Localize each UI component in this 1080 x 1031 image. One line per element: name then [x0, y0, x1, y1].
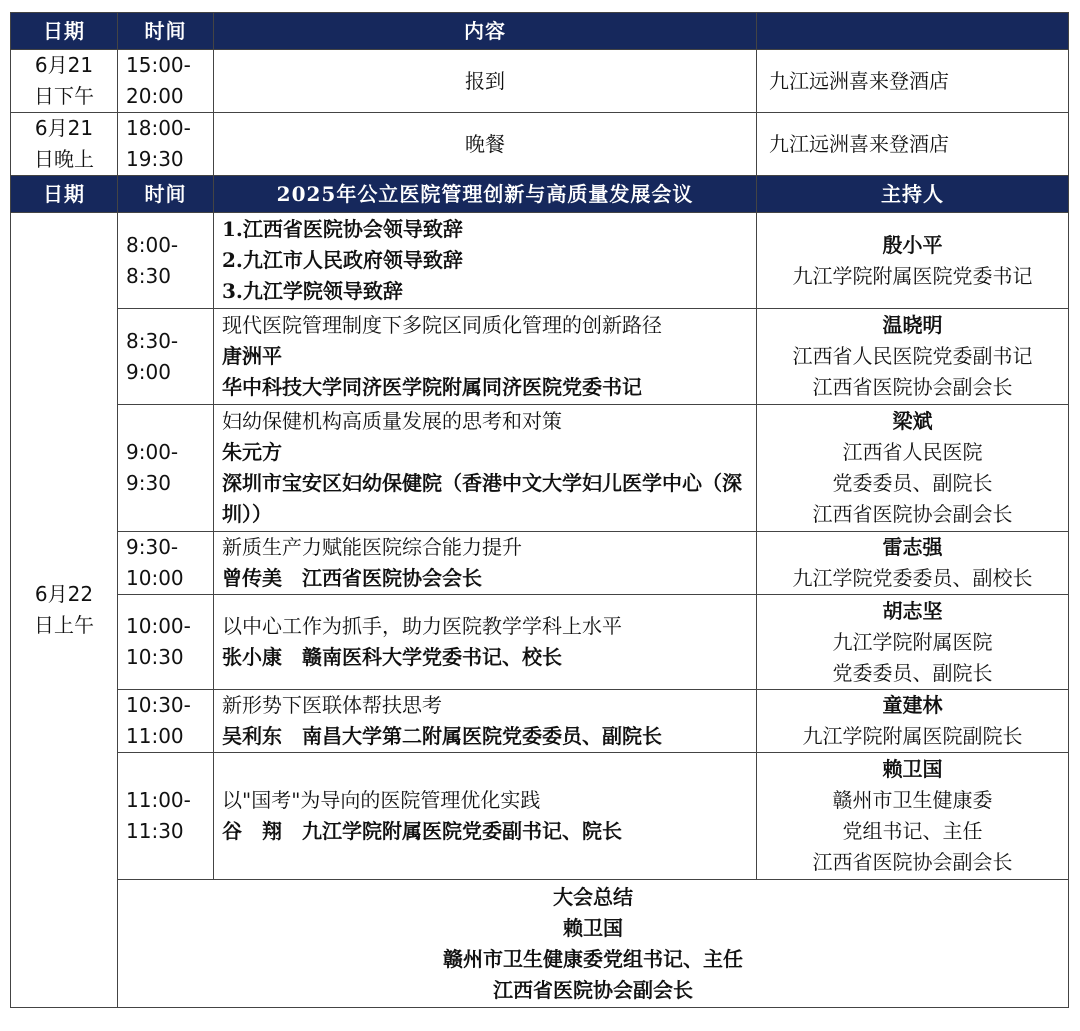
host-cell: [757, 753, 1069, 880]
day-line: 日上午: [34, 613, 94, 637]
time-cell: [118, 690, 214, 753]
summary-title: 大会总结: [553, 884, 633, 909]
host-title: 党组书记、主任: [842, 819, 983, 843]
host-title: 江西省医院协会副会长: [812, 375, 1013, 399]
place-cell: 九江远洲喜来登酒店: [757, 113, 1069, 176]
summary-cell: [118, 880, 1069, 1008]
time-start: 10:00-: [126, 614, 191, 638]
host-cell: [757, 532, 1069, 595]
content-cell: [214, 595, 757, 690]
speaker-title: 深圳市宝安区妇幼保健院（香港中文大学妇儿医学中心（深圳））: [222, 471, 742, 526]
host-name: 胡志坚: [882, 598, 943, 623]
host-name: 梁斌: [892, 409, 933, 433]
table-row-session: [11, 405, 1069, 532]
time-start: 8:30-: [126, 328, 179, 353]
day-line: 6月22: [34, 582, 94, 606]
content-cell: [214, 690, 757, 753]
time-start: 11:00-: [126, 788, 191, 812]
host-name: 童建林: [882, 693, 943, 717]
host-title: 九江学院附属医院党委书记: [792, 263, 1033, 288]
time-end: 10:00: [126, 566, 184, 590]
header-time: 时间: [118, 13, 214, 50]
day-cell: [11, 213, 118, 1008]
table-row-dinner: [11, 113, 1069, 176]
header-blank: [757, 13, 1069, 50]
date-line: 6月21: [34, 53, 94, 77]
host-title: 江西省医院协会副会长: [812, 850, 1013, 874]
content-cell: [214, 405, 757, 532]
table-row-session: [11, 690, 1069, 753]
topic: 现代医院管理制度下多院区同质化管理的创新路径: [222, 313, 662, 337]
time-start: 10:30-: [126, 693, 191, 717]
time-start: 18:00-: [126, 116, 191, 140]
host-title: 江西省人民医院党委副书记: [792, 344, 1033, 368]
time-start: 8:00-: [126, 232, 179, 257]
schedule-table: [10, 12, 1069, 1008]
header-host: 主持人: [757, 176, 1069, 213]
date-cell: [11, 113, 118, 176]
host-title: 九江学院党委委员、副校长: [792, 566, 1033, 590]
host-title: 赣州市卫生健康委: [832, 788, 993, 812]
time-end: 11:00: [126, 724, 184, 748]
table-row-session: [11, 309, 1069, 405]
header-content: 内容: [214, 13, 757, 50]
time-end: 9:30: [126, 471, 171, 495]
topic: 以中心工作为抓手，助力医院教学学科上水平: [222, 614, 622, 638]
header-time: 时间: [118, 176, 214, 213]
content-cell: 晚餐: [214, 113, 757, 176]
host-title: 党委委员、副院长: [832, 471, 993, 495]
table-row-checkin: [11, 50, 1069, 113]
time-cell: [118, 595, 214, 690]
table-row-session: [11, 532, 1069, 595]
host-title: 江西省人民医院: [842, 440, 983, 464]
date-line: 6月21: [34, 116, 94, 140]
header-row-1: [11, 13, 1069, 50]
host-cell: [757, 405, 1069, 532]
date-line: 日下午: [34, 84, 94, 108]
time-start: 15:00-: [126, 53, 191, 77]
header-date: 日期: [11, 13, 118, 50]
host-title: 江西省医院协会副会长: [812, 502, 1013, 526]
host-title: 九江学院附属医院: [832, 629, 993, 654]
topic: 妇幼保健机构高质量发展的思考和对策: [222, 409, 562, 433]
host-cell: [757, 213, 1069, 309]
host-name: 雷志强: [882, 535, 943, 559]
table-row-session: [11, 595, 1069, 690]
time-end: 19:30: [126, 147, 184, 171]
content-cell: [214, 532, 757, 595]
topic: 新形势下医联体帮扶思考: [222, 693, 442, 717]
time-start: 9:30-: [126, 535, 179, 559]
host-cell: [757, 309, 1069, 405]
speaker-name: 朱元方: [222, 440, 282, 464]
host-title: 九江学院附属医院副院长: [802, 724, 1023, 748]
table-row-session: [11, 753, 1069, 880]
speech-line: 1.江西省医院协会领导致辞: [222, 217, 463, 241]
speech-line: 2.九江市人民政府领导致辞: [222, 248, 463, 272]
date-line: 日晚上: [34, 147, 94, 171]
content-cell: [214, 309, 757, 405]
time-end: 8:30: [126, 263, 171, 288]
table-row-session: [11, 213, 1069, 309]
speaker-line: 曾传美 江西省医院协会会长: [222, 566, 482, 590]
content-cell: 报到: [214, 50, 757, 113]
date-cell: [11, 50, 118, 113]
speaker-line: 吴利东 南昌大学第二附属医院党委委员、副院长: [222, 724, 662, 748]
host-title: 党委委员、副院长: [832, 660, 993, 685]
time-start: 9:00-: [126, 440, 179, 464]
speaker-line: 张小康 赣南医科大学党委书记、校长: [222, 645, 562, 669]
time-cell: [118, 113, 214, 176]
speech-line: 3.九江学院领导致辞: [222, 279, 403, 303]
content-cell: [214, 213, 757, 309]
topic: 新质生产力赋能医院综合能力提升: [222, 535, 522, 559]
speaker-name: 唐洲平: [222, 344, 282, 368]
header-row-2: [11, 176, 1069, 213]
host-cell: [757, 595, 1069, 690]
time-cell: [118, 405, 214, 532]
header-conference-title: 2025年公立医院管理创新与高质量发展会议: [214, 176, 757, 213]
time-cell: [118, 532, 214, 595]
summary-name: 赖卫国: [563, 915, 623, 940]
time-cell: [118, 213, 214, 309]
host-name: 殷小平: [882, 232, 943, 257]
time-end: 11:30: [126, 819, 184, 843]
time-end: 10:30: [126, 645, 184, 669]
time-cell: [118, 753, 214, 880]
host-cell: [757, 690, 1069, 753]
host-name: 温晓明: [882, 313, 943, 337]
summary-title-line: 赣州市卫生健康委党组书记、主任: [443, 946, 743, 971]
time-end: 20:00: [126, 84, 184, 108]
time-cell: [118, 309, 214, 405]
speaker-title: 华中科技大学同济医学院附属同济医院党委书记: [222, 375, 642, 399]
content-cell: [214, 753, 757, 880]
speaker-line: 谷 翔 九江学院附属医院党委副书记、院长: [222, 819, 622, 843]
place-cell: 九江远洲喜来登酒店: [757, 50, 1069, 113]
topic: 以"国考"为导向的医院管理优化实践: [222, 788, 541, 812]
header-date: 日期: [11, 176, 118, 213]
table-row-summary: [11, 880, 1069, 1008]
host-name: 赖卫国: [882, 757, 943, 781]
time-cell: [118, 50, 214, 113]
time-end: 9:00: [126, 359, 171, 384]
summary-title-line: 江西省医院协会副会长: [493, 977, 693, 1002]
